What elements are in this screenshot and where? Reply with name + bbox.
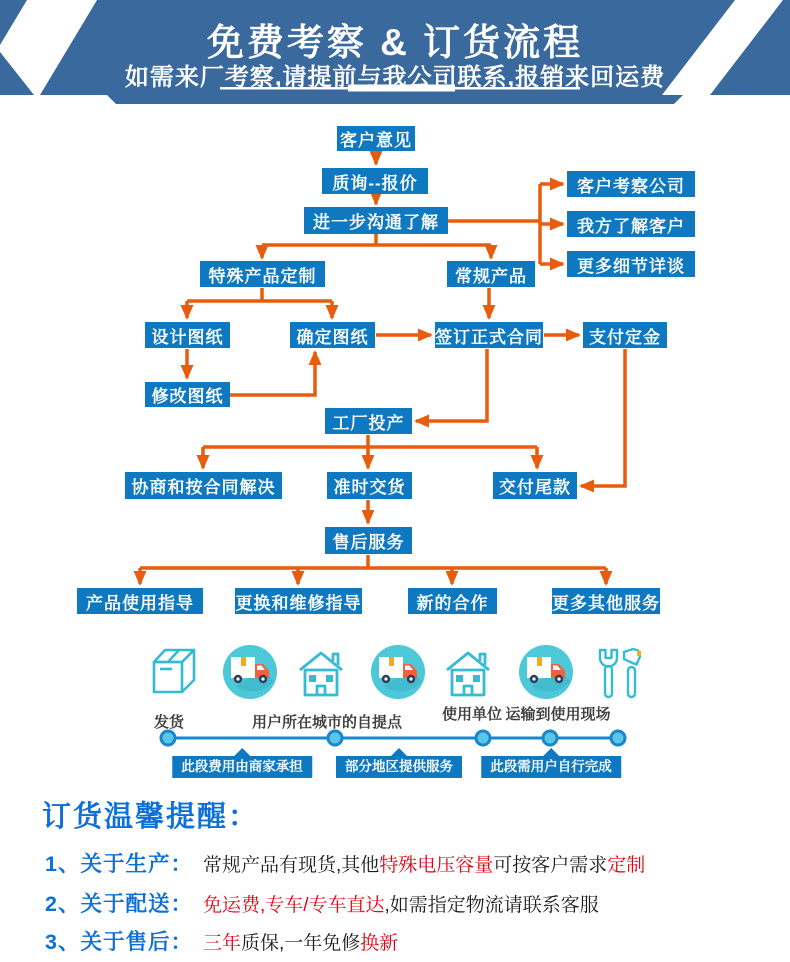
flow-node-factory-production: 工厂投产 [325, 408, 412, 434]
flow-node-visit-company: 客户考察公司 [567, 171, 695, 197]
remark-text: 免运费,专车/专车直达,如需指定物流请联系客服 [202, 895, 599, 916]
flow-node-sign-contract: 签订正式合同 [435, 322, 543, 348]
flow-node-pay-balance: 交付尾款 [493, 472, 577, 499]
truck-icon-1 [222, 644, 278, 702]
flow-node-new-cooperation: 新的合作 [408, 588, 497, 614]
flow-node-more-details: 更多细节详谈 [567, 251, 695, 277]
remark-text: 常规产品有现货,其他特殊电压容量可按客户需求定制 [202, 855, 646, 876]
badge-user-completes: 此段需用户自行完成 [481, 756, 621, 778]
package-icon [149, 645, 199, 699]
banner-subtitle: 如需来厂考察,请提前与我公司联系,报销来回运费 [124, 64, 666, 91]
flow-node-modify-drawing: 修改图纸 [145, 382, 230, 407]
flow-node-on-time-delivery: 准时交货 [327, 472, 412, 499]
flow-node-replace-repair: 更换和维修指导 [235, 588, 362, 614]
flow-node-confirm-drawing: 确定图纸 [290, 322, 375, 348]
house-icon-1 [297, 649, 345, 699]
timeline-dot [328, 731, 342, 745]
flow-node-customer-feedback: 客户意见 [337, 126, 415, 151]
flow-node-custom-product: 特殊产品定制 [200, 261, 325, 287]
flow-node-know-customer: 我方了解客户 [567, 211, 695, 237]
timeline-dot [161, 731, 175, 745]
flow-node-after-sales: 售后服务 [325, 527, 412, 554]
flow-node-further-communication: 进一步沟通了解 [304, 207, 448, 234]
flow-node-negotiate-contract: 协商和按合同解决 [125, 472, 282, 499]
remark-label: 2、关于配送： [45, 892, 193, 916]
badge-partial-areas: 部分地区提供服务 [336, 756, 462, 778]
remark-text: 三年质保,一年免修换新 [202, 933, 399, 954]
flow-node-usage-guidance: 产品使用指导 [77, 588, 203, 614]
flow-node-inquiry-quote: 质询--报价 [322, 168, 428, 194]
badge-merchant-pays: 此段费用由商家承担 [172, 756, 312, 778]
timeline-dot [476, 731, 490, 745]
label-transport: 运输到使用现场 [505, 706, 611, 723]
flow-node-pay-deposit: 支付定金 [583, 322, 667, 348]
flow-node-design-drawing: 设计图纸 [145, 322, 230, 348]
truck-icon-2 [370, 644, 426, 702]
flow-node-regular-product: 常规产品 [447, 261, 535, 287]
label-ship: 发货 [153, 714, 185, 731]
timeline-dot [543, 731, 557, 745]
remark-after-sales [45, 925, 398, 956]
remarks-title: 订货温馨提醒： [42, 801, 260, 833]
label-pickup: 用户所在城市的自提点 [251, 714, 403, 731]
tools-icon [596, 645, 642, 703]
remark-production [45, 847, 645, 878]
label-user-unit: 使用单位 [441, 706, 503, 723]
remark-delivery [45, 887, 599, 918]
truck-icon-3 [518, 644, 574, 702]
house-icon-2 [444, 649, 492, 699]
remark-label: 1、关于生产： [45, 852, 193, 876]
flow-node-more-services: 更多其他服务 [552, 588, 660, 614]
banner-title: 免费考察 & 订货流程 [206, 22, 584, 63]
timeline-dot [611, 731, 625, 745]
remark-label: 3、关于售后： [45, 930, 193, 954]
